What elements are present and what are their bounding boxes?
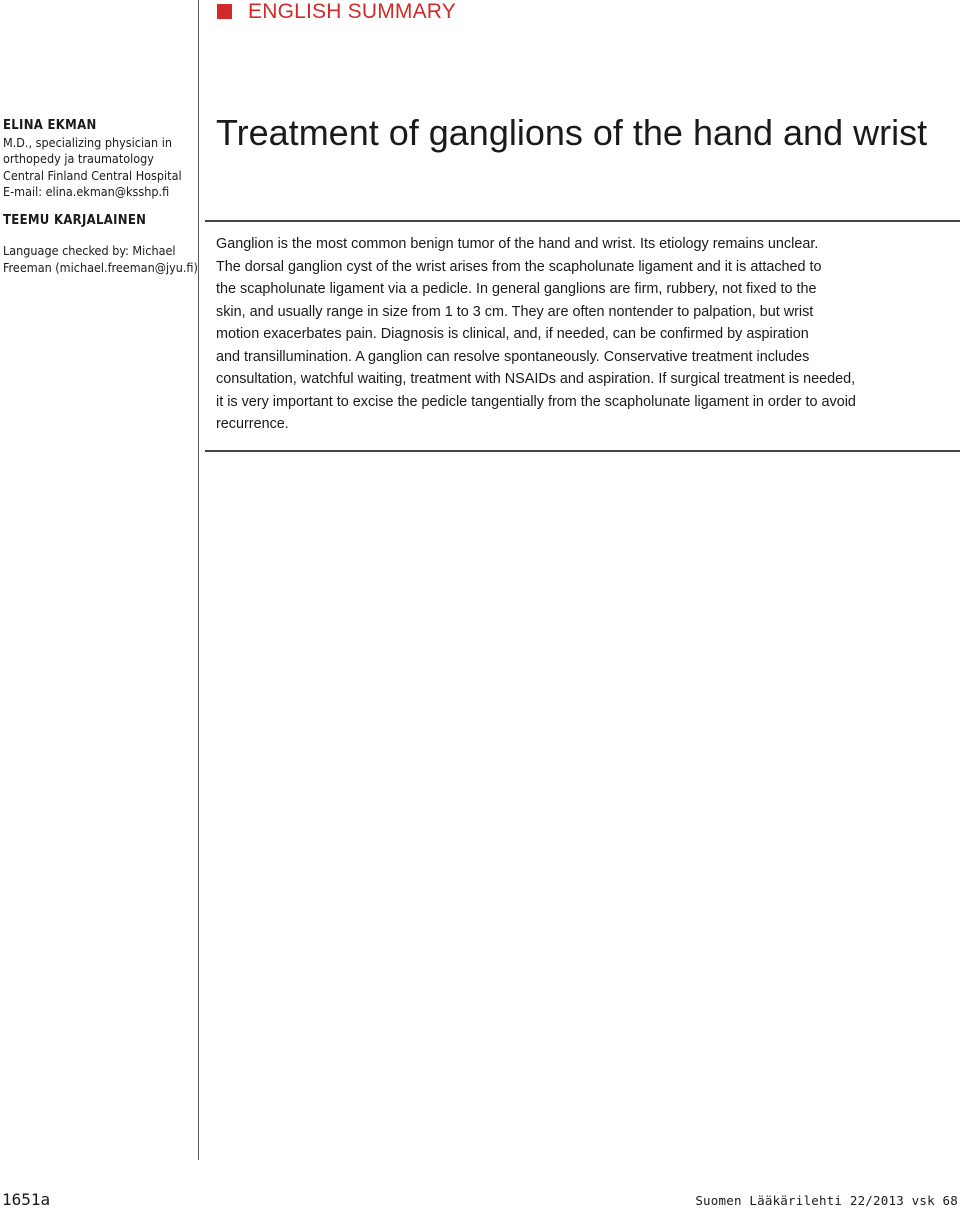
- language-check-line: Language checked by: Michael: [3, 243, 176, 258]
- author-email: E-mail: elina.ekman@ksshp.fi: [3, 184, 170, 199]
- section-marker-square: [217, 4, 232, 19]
- abstract-bottom-rule: [205, 450, 960, 452]
- abstract-line: motion exacerbates pain. Diagnosis is clinical, and, if needed, can be confirmed by aspiration: [216, 326, 809, 342]
- author-affiliation-line: Central Finland Central Hospital: [3, 167, 182, 183]
- abstract-line: Ganglion is the most common benign tumor of the hand and wrist. Its etiology remains unclear.: [216, 236, 819, 252]
- abstract-line: and transillumination. A ganglion can resolve spontaneously. Conservative treatment includes: [216, 348, 810, 365]
- abstract-line: it is very important to excise the pedicle tangentially from the scapholunate ligament in order to avoid: [216, 393, 856, 410]
- author-name-2: TEEMU KARJALAINEN: [3, 212, 147, 228]
- column-divider: [198, 0, 199, 1160]
- journal-citation: Suomen Lääkärilehti 22/2013 vsk 68: [695, 1193, 958, 1208]
- language-check-line: Freeman (michael.freeman@jyu.fi): [3, 259, 198, 275]
- author-affiliation-line: orthopedy ja traumatology: [3, 151, 154, 166]
- author-name-1: ELINA EKMAN: [3, 118, 97, 133]
- section-label: ENGLISH SUMMARY: [248, 0, 456, 23]
- abstract-line: the scapholunate ligament via a pedicle. In general ganglions are firm, rubbery, not fixed to the: [216, 281, 817, 297]
- abstract-line: consultation, watchful waiting, treatment with NSAIDs and aspiration. If surgical treatment is needed,: [216, 371, 856, 387]
- article-title: Treatment of ganglions of the hand and wrist: [216, 112, 928, 153]
- abstract-top-rule: [205, 220, 960, 222]
- author-sidebar: [3, 118, 198, 276]
- abstract-text: [216, 233, 960, 436]
- abstract-line: recurrence.: [216, 416, 289, 432]
- author-affiliation-line: M.D., specializing physician in: [3, 134, 172, 150]
- abstract-line: The dorsal ganglion cyst of the wrist arises from the scapholunate ligament and it is attached to: [216, 258, 822, 275]
- abstract-line: skin, and usually range in size from 1 to 3 cm. They are often nontender to palpation, but wrist: [216, 303, 814, 320]
- page-number: 1651a: [2, 1190, 51, 1209]
